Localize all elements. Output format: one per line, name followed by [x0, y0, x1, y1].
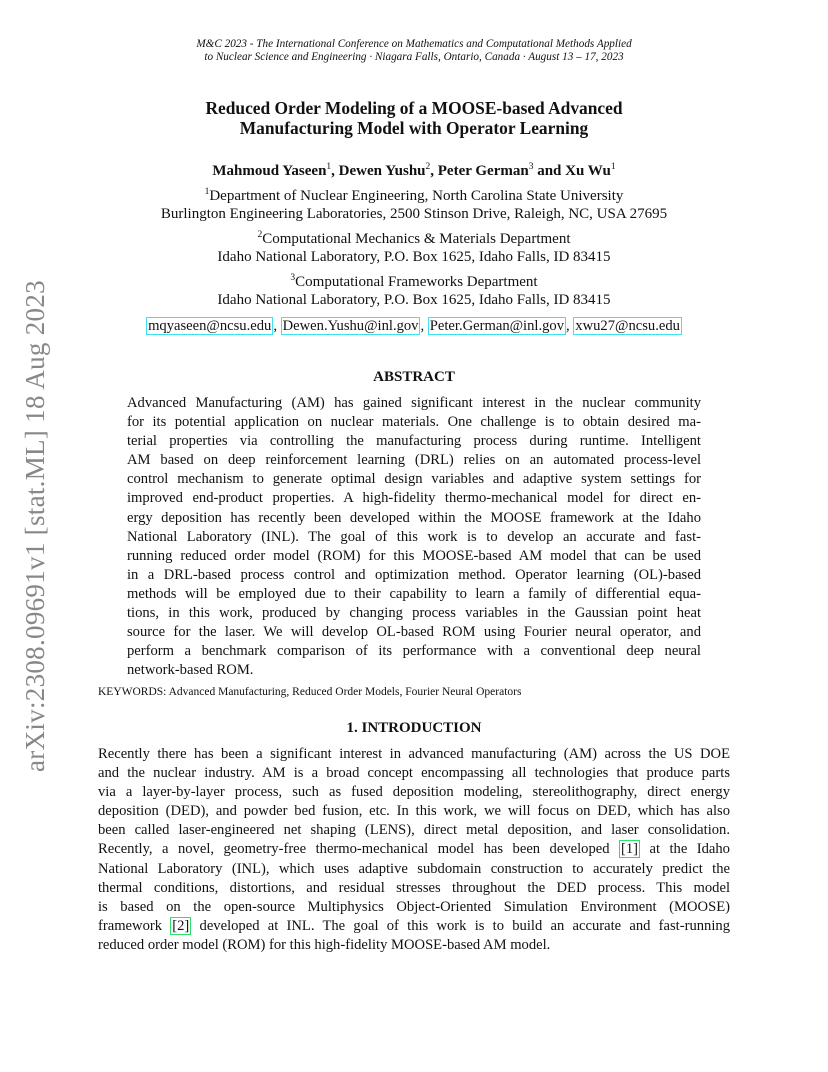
body-line: is based on the open-source Multiphysics Object-Oriented Simulation Environment (MOOSE): [98, 898, 730, 915]
author-affiliation-mark: 2: [425, 162, 431, 172]
author-affiliation-mark: 1: [326, 162, 332, 172]
email-link-yushu[interactable]: Dewen.Yushu@inl.gov: [282, 318, 419, 334]
author-name: Dewen Yushu: [338, 163, 426, 179]
abstract-heading: ABSTRACT: [373, 369, 455, 385]
author-separator: and: [533, 163, 566, 179]
affiliation-department: Department of Nuclear Engineering, North Carolina State University: [209, 188, 624, 204]
introduction-body: [98, 745, 730, 955]
abstract-line: in a DRL-based process control and optimization method. Operator learning (OL)-based: [127, 566, 701, 583]
affiliation-3: [0, 273, 828, 309]
author-name: Xu Wu: [565, 163, 611, 179]
body-line: and the nuclear industry. AM is a broad concept encompassing all technologies that produce parts: [98, 765, 730, 782]
body-text-segment: framework: [98, 917, 171, 934]
author-affiliation-mark: 3: [528, 162, 534, 172]
affiliation-mark: 1: [204, 187, 210, 197]
affiliation-1: [0, 187, 828, 223]
abstract-line: Advanced Manufacturing (AM) has gained significant interest in the nuclear community: [127, 395, 701, 411]
abstract-line: control mechanism to generate optimal design variables and adaptive system settings for: [127, 471, 701, 488]
body-line: reduced order model (ROM) for this high-fidelity MOOSE-based AM model.: [98, 936, 551, 953]
abstract-line: for its potential application on nuclear materials. One challenge is to obtain desired ma-: [127, 414, 701, 431]
paper-title: [0, 98, 828, 138]
citation-link-2[interactable]: [2]: [172, 917, 190, 934]
affiliation-address: Idaho National Laboratory, P.O. Box 1625, Idaho Falls, ID 83415: [217, 292, 611, 308]
body-text-segment: developed at INL. The goal of this work is to build an accurate and fast-running: [191, 917, 730, 934]
conference-header-line-1: M&C 2023 - The International Conference on Mathematics and Computational Methods Applied: [196, 38, 632, 50]
email-link-yaseen[interactable]: mqyaseen@ncsu.edu: [148, 318, 272, 334]
email-link-german[interactable]: Peter.German@inl.gov: [429, 318, 564, 334]
affiliation-address: Idaho National Laboratory, P.O. Box 1625, Idaho Falls, ID 83415: [217, 249, 611, 265]
body-text-segment: at the Idaho: [640, 841, 730, 858]
author-name: Peter German: [437, 163, 529, 179]
author-name: Mahmoud Yaseen: [212, 163, 327, 179]
abstract-line: ergy deposition has recently been developed within the MOOSE framework at the Idaho: [127, 509, 701, 526]
conference-header-line-2: to Nuclear Science and Engineering · Niagara Falls, Ontario, Canada · August 13 – 17, 2023: [204, 51, 624, 63]
body-line: via a layer-by-layer process, such as fused deposition modeling, stereolithography, direct energy: [98, 784, 730, 801]
author-separator: ,: [430, 163, 438, 179]
abstract-line: terial properties via controlling the manufacturing process during runtime. Intelligent: [127, 433, 701, 450]
abstract-line: National Laboratory (INL). The goal of this work is to develop an accurate and fast-: [127, 528, 701, 545]
body-line: National Laboratory (INL), which uses adaptive subdomain construction to accurately predict the: [98, 860, 730, 877]
abstract-line: perform a benchmark comparison of its performance with a conventional deep neural: [127, 643, 701, 660]
abstract-line: running reduced order model (ROM) for this MOOSE-based AM model that can be used: [127, 547, 701, 564]
body-line: been called laser-engineered net shaping (LENS), direct metal deposition, and laser consolidation.: [98, 822, 730, 839]
arxiv-stamp: arXiv:2308.09691v1 [stat.ML] 18 Aug 2023: [20, 280, 50, 772]
body-line: thermal conditions, distortions, and residual stresses throughout the DED process. This model: [98, 879, 730, 896]
citation-link-1[interactable]: [1]: [620, 841, 639, 858]
body-line: deposition (DED), and powder bed fusion, etc. In this work, we will focus on DED, which has also: [98, 803, 730, 820]
author-separator: ,: [331, 163, 339, 179]
body-text-segment: Recently, a novel, geometry-free thermo-mechanical model has been developed: [98, 841, 619, 858]
keywords: KEYWORDS: Advanced Manufacturing, Reduced Order Models, Fourier Neural Operators: [98, 686, 522, 698]
affiliation-address: Burlington Engineering Laboratories, 2500 Stinson Drive, Raleigh, NC, USA 27695: [160, 206, 668, 222]
abstract-body: [127, 394, 701, 680]
affiliation-2: [0, 230, 828, 266]
abstract-line: methods will be employed due to their capability to learn a family of differential equa-: [127, 585, 701, 602]
body-line: Recently there has been a significant interest in advanced manufacturing (AM) across the US DOE: [98, 746, 730, 762]
abstract-line: network-based ROM.: [127, 662, 254, 679]
affiliation-department: Computational Mechanics & Materials Department: [262, 231, 571, 247]
abstract-line: AM based on deep reinforcement learning (DRL) relies on an automated process-level: [127, 452, 701, 469]
affiliation-mark: 3: [290, 273, 296, 283]
abstract-line: tions, in this work, produced by changing process variables in the Gaussian point heat: [127, 605, 701, 622]
email-link-wu[interactable]: xwu27@ncsu.edu: [575, 318, 680, 334]
affiliation-mark: 2: [257, 230, 263, 240]
email-list: mqyaseen@ncsu.edu , Dewen.Yushu@inl.gov , Peter.German@inl.gov , xwu27@ncsu.edu: [148, 318, 680, 334]
abstract-line: source for the laser. We will develop OL-based ROM using Fourier neural operator, and: [127, 624, 701, 641]
affiliation-department: Computational Frameworks Department: [295, 274, 538, 290]
title-line-2: Manufacturing Model with Operator Learning: [239, 118, 589, 138]
title-line-1: Reduced Order Modeling of a MOOSE-based Advanced: [205, 98, 623, 118]
introduction-heading: 1. INTRODUCTION: [346, 720, 482, 736]
author-list: [0, 162, 828, 180]
body-line: [98, 840, 730, 859]
abstract-line: improved end-product properties. A high-fidelity thermo-mechanical model for direct en-: [127, 490, 701, 507]
author-affiliation-mark: 1: [610, 162, 616, 172]
body-line: [98, 917, 730, 936]
